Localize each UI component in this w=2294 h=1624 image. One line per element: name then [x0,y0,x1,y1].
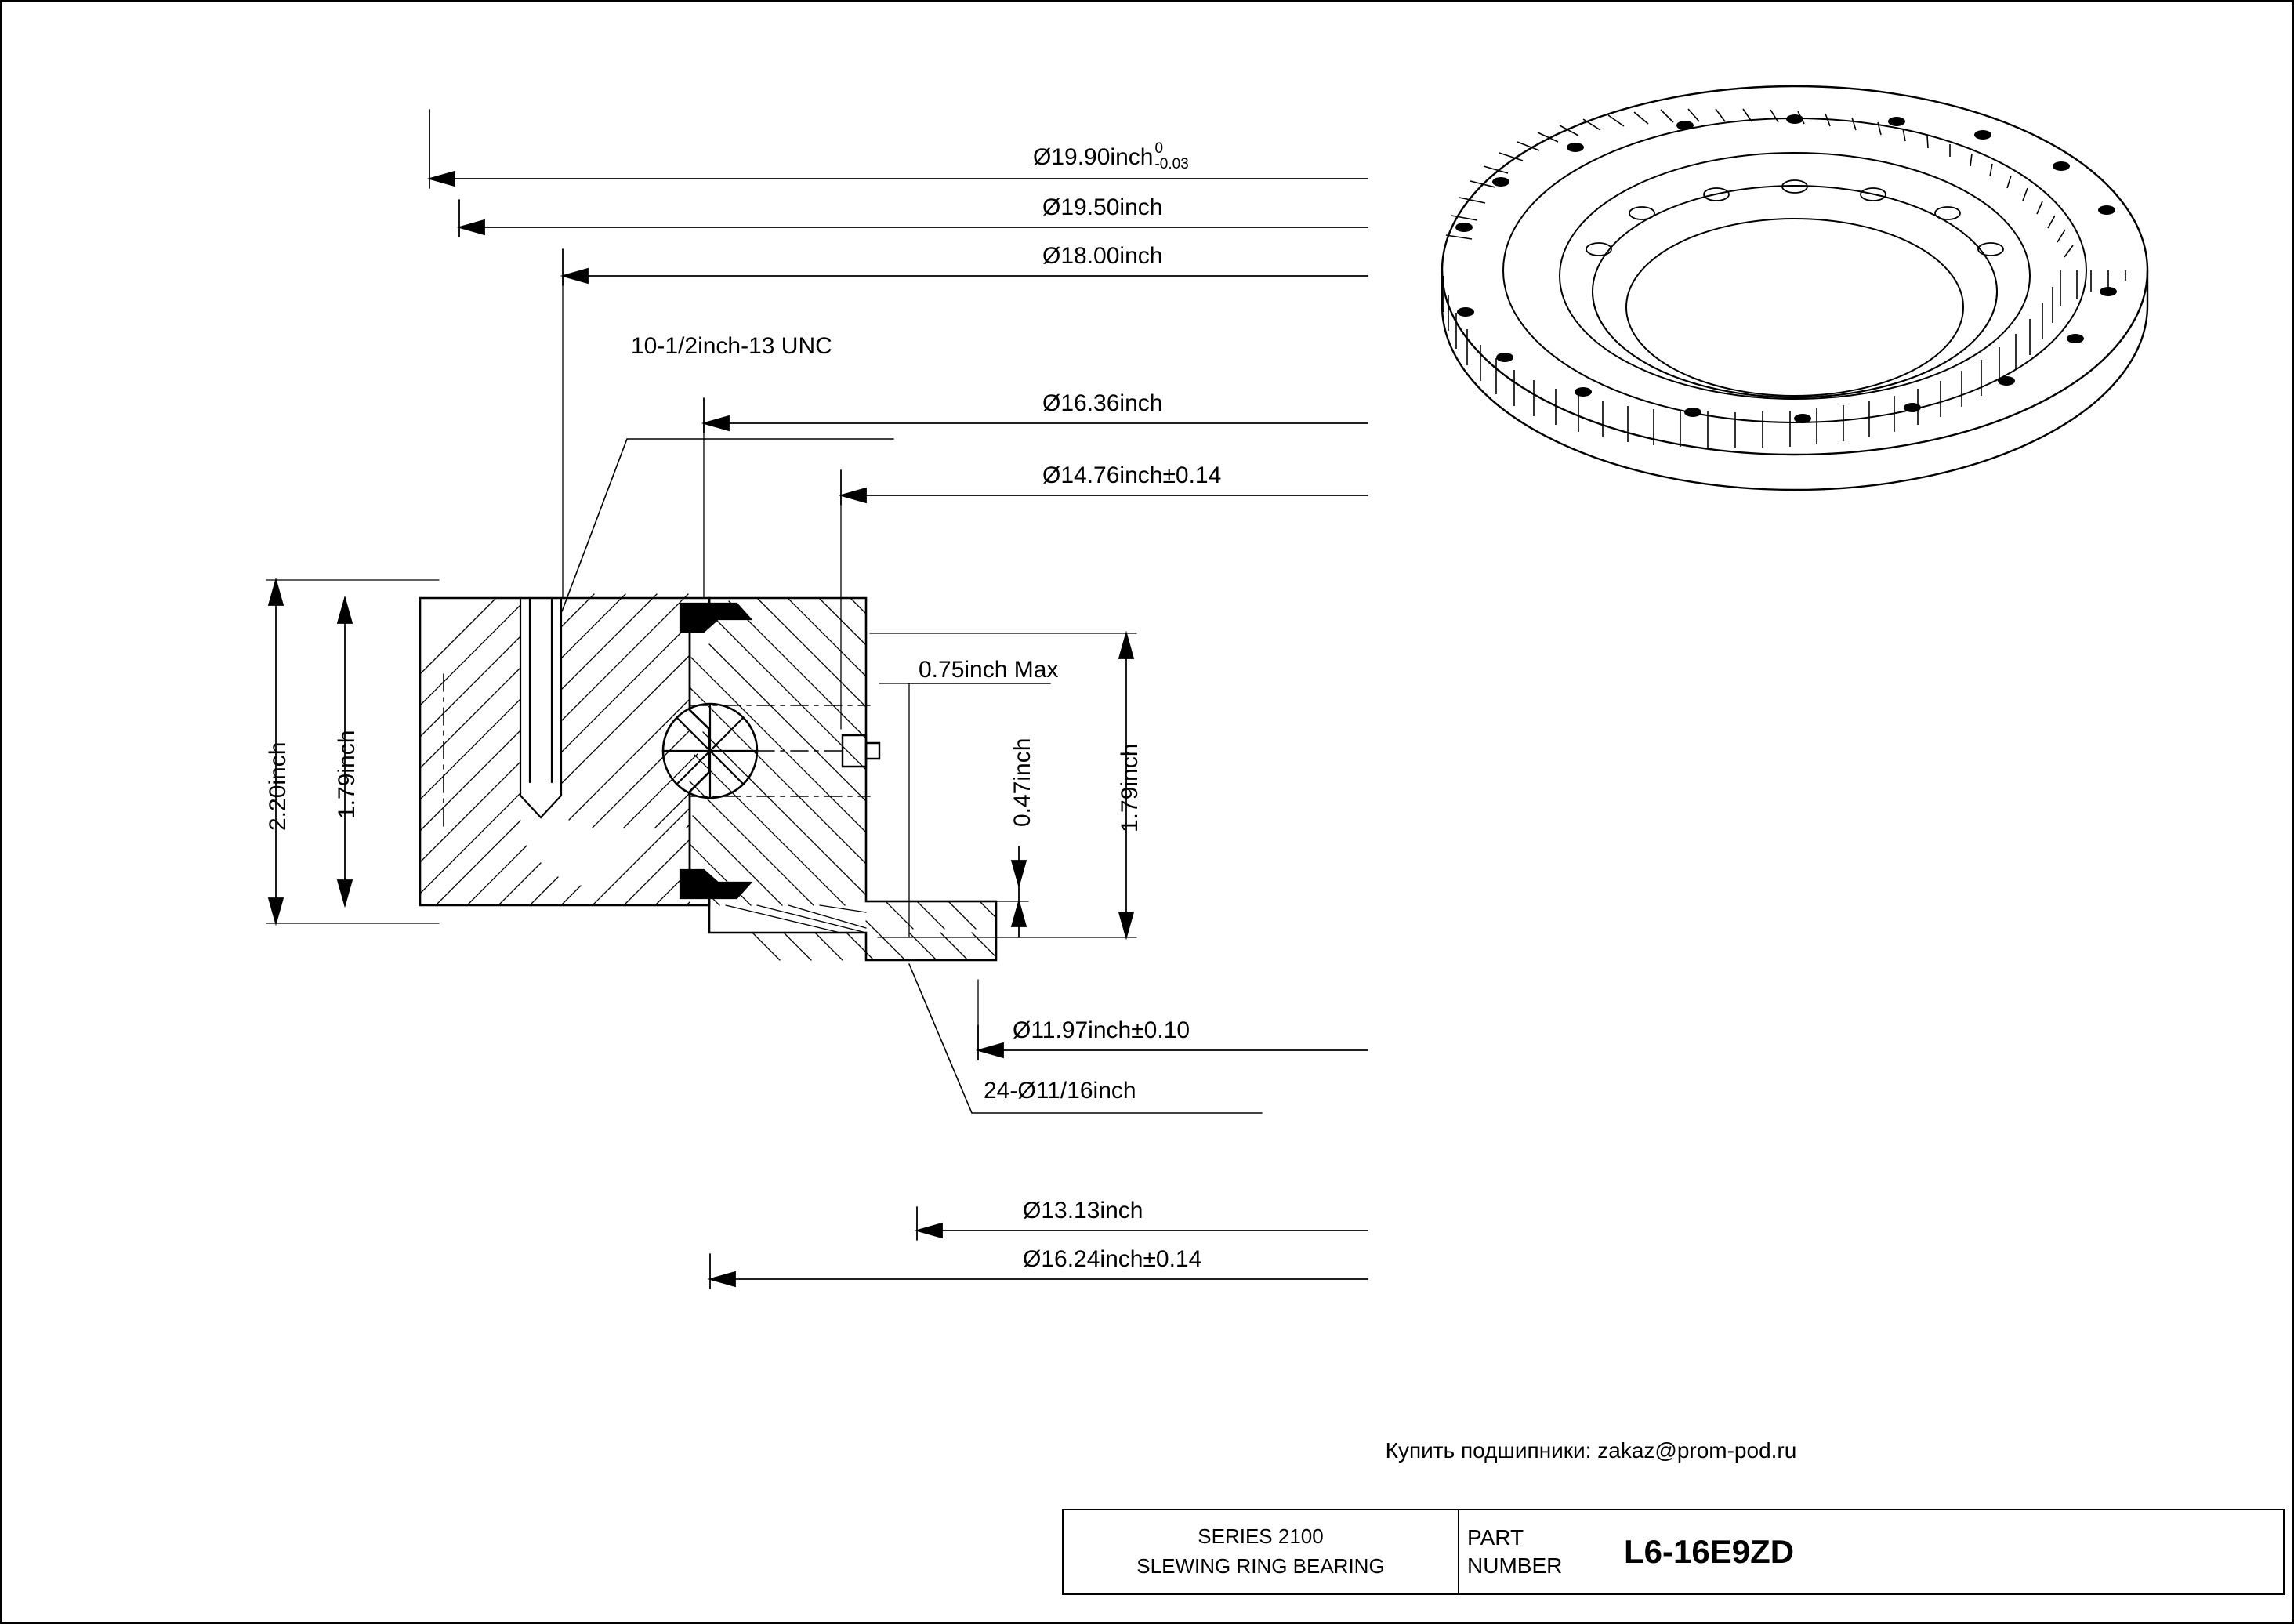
dim-16-36: Ø16.36inch [1042,390,1163,416]
title-block-part-label [1459,1510,1604,1593]
dim-1-79-right: 1.79inch [1117,743,1143,832]
dim-19-50: Ø19.50inch [1042,194,1163,220]
dim-outer-od [1033,140,1189,174]
dim-13-13: Ø13.13inch [1023,1198,1143,1223]
series-line-1: SERIES 2100 [1198,1524,1324,1549]
dim-16-24: Ø16.24inch±0.14 [1023,1246,1202,1272]
dim-0-47: 0.47inch [1009,738,1035,827]
dim-11-97: Ø11.97inch±0.10 [1013,1017,1190,1043]
part-label-line-1: PART [1467,1524,1524,1550]
contact-note: Купить подшипники: zakaz@prom-pod.ru [1385,1438,1797,1463]
note-thread: 10-1/2inch-13 UNC [631,333,832,359]
series-line-2: SLEWING RING BEARING [1136,1554,1385,1578]
dim-outer-od-value: Ø19.90inch [1033,143,1154,170]
dim-2-20-height: 2.20inch [265,741,291,831]
part-number-value: L6-16E9ZD [1624,1533,1795,1570]
title-block [1062,1509,2285,1595]
dim-outer-od-tol-lower: -0.03 [1154,155,1189,172]
dim-1-79-left: 1.79inch [334,730,360,819]
dim-18-00: Ø18.00inch [1042,243,1163,269]
note-max-gap: 0.75inch Max [919,657,1059,683]
title-block-series [1064,1510,1459,1593]
dim-outer-od-tol-upper: 0 [1154,140,1164,157]
note-holes: 24-Ø11/16inch [984,1078,1136,1104]
part-label-line-2: NUMBER [1467,1553,1563,1578]
dim-14-76: Ø14.76inch±0.14 [1042,462,1222,488]
